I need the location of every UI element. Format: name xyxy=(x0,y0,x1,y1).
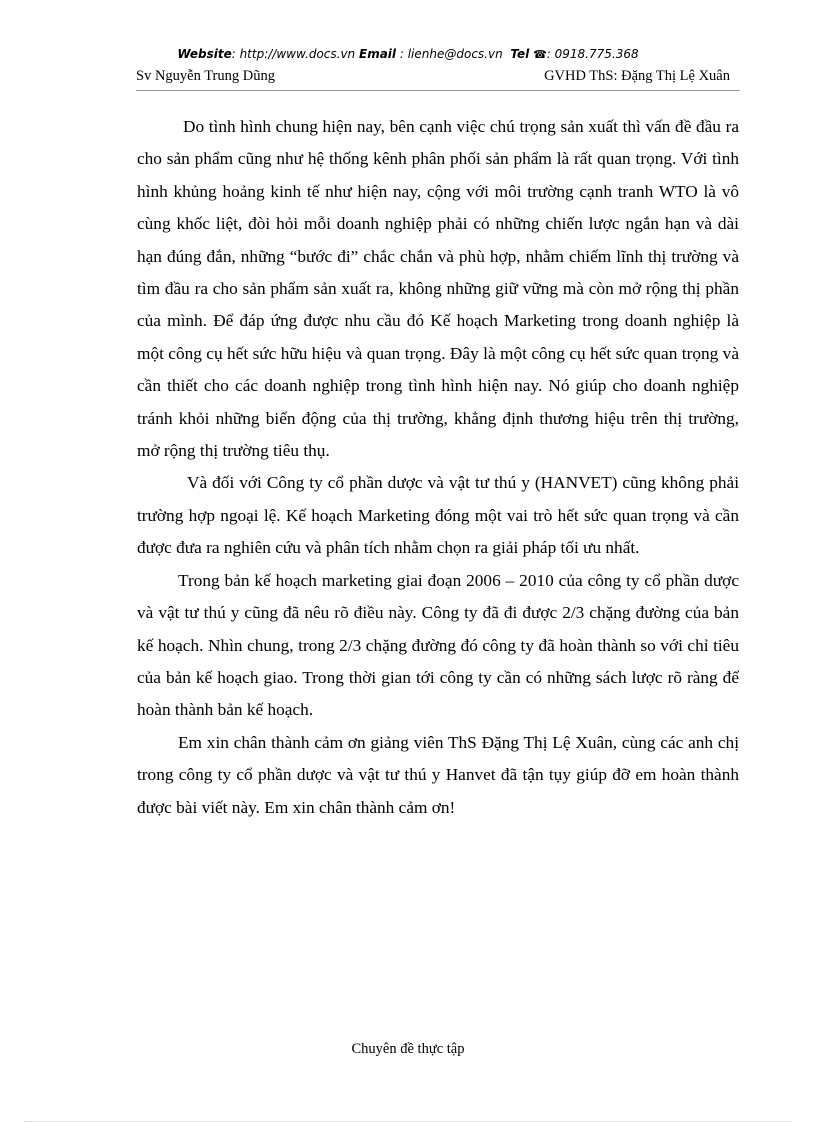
paragraph-4: Em xin chân thành cảm ơn giảng viên ThS Đặng Thị Lệ Xuân, cùng các anh chị trong công ty cổ phần dược và vật tư thú y Hanvet đã tận tụy giúp đỡ em hoàn thành được bài viết này. Em xin chân thành cảm ơn! xyxy=(137,732,739,817)
tel-number: : 0918.775.368 xyxy=(546,47,639,61)
page-header xyxy=(136,68,730,86)
paragraph-1: Do tình hình chung hiện nay, bên cạnh việc chú trọng sản xuất thì vấn đề đầu ra cho sản phẩm cũng như hệ thống kênh phân phối sản phẩm là rất quan trọng. Với tình hình khủng hoảng kinh tế như hiện nay, cộng với môi trường cạnh tranh WTO là vô cùng khốc liệt, đòi hỏi mỗi doanh nghiệp phải có những chiến lược ngắn hạn và dài hạn đúng đắn, những “bước đi” chắc chắn và phù hợp, nhằm chiếm lĩnh thị trường và tìm đầu ra cho sản phẩm sản xuất ra, không những giữ vững mà còn mở rộng thị phần của mình. Để đáp ứng được nhu cầu đó Kế hoạch Marketing trong doanh nghiệp là một công cụ hết sức hữu hiệu và quan trọng. Đây là một công cụ hết sức quan trọng và cần thiết cho các doanh nghiệp trong tình hình hiện nay. Nó giúp cho doanh nghiệp tránh khỏi những biến động của thị trường, khẳng định thương hiệu trên thị trường, mở rộng thị trường tiêu thụ. xyxy=(137,117,739,461)
website-url: : http://www.docs.vn xyxy=(231,47,356,61)
page-bottom-border xyxy=(24,1121,792,1122)
header-divider xyxy=(136,90,740,91)
email-address: : lienhe@docs.vn xyxy=(399,47,503,61)
email-label: Email xyxy=(359,47,397,61)
website-contact-line xyxy=(0,47,816,61)
paragraph-3: Trong bản kế hoạch marketing giai đoạn 2006 – 2010 của công ty cổ phần dược và vật tư thú y cũng đã nêu rõ điều này. Công ty đã đi được 2/3 chặng đường của bản kế hoạch. Nhìn chung, trong 2/3 chặng đường đó công ty đã hoàn thành so với chỉ tiêu của bản kế hoạch giao. Trong thời gian tới công ty cần có những sách lược rõ ràng để hoàn thành bản kế hoạch. xyxy=(137,570,739,720)
tel-label: Tel xyxy=(510,47,530,61)
paragraph-2: Và đối với Công ty cổ phần dược và vật tư thú y (HANVET) cũng không phải trường hợp ngoại lệ. Kế hoạch Marketing đóng một vai trò hết sức quan trọng và cần được đưa ra nghiên cứu và phân tích nhằm chọn ra giải pháp tối ưu nhất. xyxy=(137,473,739,558)
website-label: Website xyxy=(177,47,232,61)
document-body xyxy=(137,111,739,824)
page-footer: Chuyên đề thực tập xyxy=(351,1041,465,1057)
phone-icon: ☎ xyxy=(533,48,547,61)
student-name: Sv Nguyễn Trung Dũng xyxy=(136,68,275,84)
advisor-name: GVHD ThS: Đặng Thị Lệ Xuân xyxy=(544,68,730,84)
